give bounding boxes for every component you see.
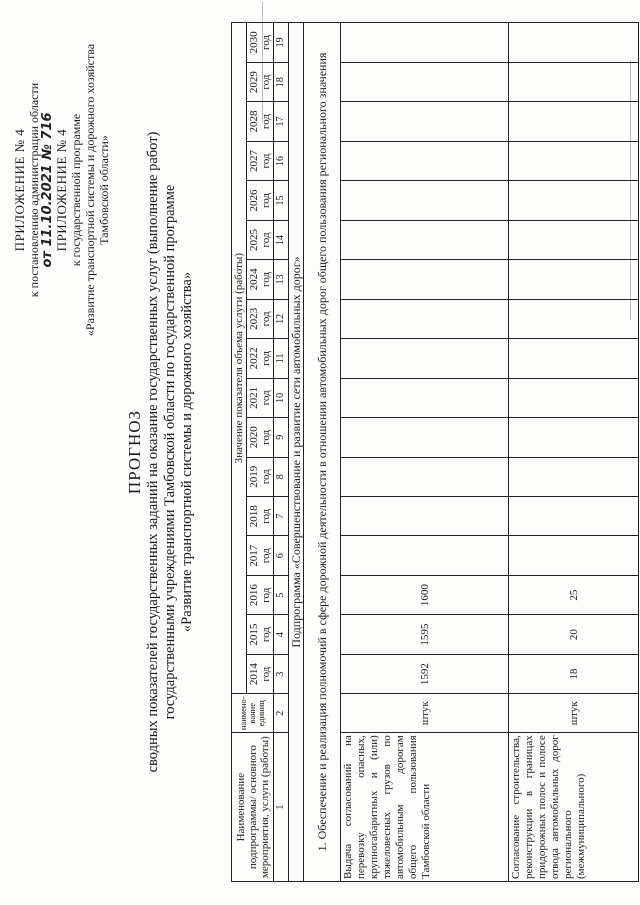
value-cell (341, 220, 509, 259)
value-cell: 1595 (341, 615, 509, 654)
column-number: 6 (274, 536, 289, 575)
year-header: 2020 год (247, 418, 274, 457)
value-cell (509, 102, 639, 141)
column-number: 5 (274, 575, 289, 614)
value-cell (341, 181, 509, 220)
activity-title: 1. Обеспечение и реализация полномочий в сфере дорожной деятельности в отношении автомобильных дорог общего пользования регионального значения (304, 23, 341, 882)
year-header: 2019 год (247, 457, 274, 496)
value-cell (341, 62, 509, 101)
year-header: 2024 год (247, 260, 274, 299)
table-header-row (232, 23, 247, 882)
annex-line: Тамбовской области» (97, 135, 111, 245)
column-number: 19 (274, 23, 289, 63)
annex-title: ПРИЛОЖЕНИЕ № 4 (12, 128, 27, 252)
column-number: 4 (274, 615, 289, 654)
row-name: Выдача согласований на перевозку опасных, крупногабаритных и (или) тяжеловесных грузов по автомобильным дорогам общего пользования Тамбовской области (341, 733, 509, 882)
column-number: 11 (274, 339, 289, 378)
year-header: 2026 год (247, 181, 274, 220)
year-header: 2030 год (247, 23, 274, 63)
value-cell (341, 418, 509, 457)
value-cell (509, 220, 639, 259)
year-header: 2021 год (247, 378, 274, 417)
value-cell (341, 260, 509, 299)
table-number-row (274, 23, 289, 882)
column-number: 16 (274, 141, 289, 180)
value-cell (341, 378, 509, 417)
row-unit: штук (341, 694, 509, 733)
value-cell (341, 102, 509, 141)
annex-title-2: ПРИЛОЖЕНИЕ № 4 (54, 128, 69, 252)
value-cell (509, 536, 639, 575)
year-header: 2016 год (247, 575, 274, 614)
header-values-group: Значение показателя объема услуги (работы) (232, 23, 247, 694)
forecast-table (231, 22, 639, 882)
header-name: Наименование подпрограммы/ основного мероприятия, услуги (работы) (232, 733, 274, 882)
value-cell (509, 181, 639, 220)
value-cell (341, 23, 509, 63)
year-header: 2027 год (247, 141, 274, 180)
column-number: 1 (274, 733, 289, 882)
year-header: 2014 год (247, 654, 274, 693)
year-header: 2023 год (247, 299, 274, 338)
column-number: 18 (274, 62, 289, 101)
document-subtitle: «Развитие транспортной системы и дорожного хозяйства» (179, 271, 195, 633)
value-cell (509, 299, 639, 338)
column-number: 13 (274, 260, 289, 299)
document-title-block (125, 22, 196, 882)
annex-line: «Развитие транспортной системы и дорожного хозяйства (83, 43, 97, 337)
header-unit: наимено-вание единиц (232, 694, 274, 733)
rotated-page (5, 2, 635, 902)
year-header: 2015 год (247, 615, 274, 654)
value-cell (509, 418, 639, 457)
year-header: 2025 год (247, 220, 274, 259)
column-number: 9 (274, 418, 289, 457)
table-row (509, 23, 639, 882)
column-number: 3 (274, 654, 289, 693)
column-number: 14 (274, 220, 289, 259)
value-cell (509, 457, 639, 496)
annex-block (13, 10, 111, 370)
row-unit: штук (509, 694, 639, 733)
value-cell: 1600 (341, 575, 509, 614)
year-header: 2029 год (247, 62, 274, 101)
handwritten-date-number: от 11.10.2021 № 716 (40, 112, 55, 268)
value-cell (341, 299, 509, 338)
value-cell: 25 (509, 575, 639, 614)
document-subtitle: государственными учреждениями Тамбовской области по государственной программе (162, 184, 178, 720)
annex-line: к постановлению администрации области (27, 82, 41, 298)
value-cell (509, 23, 639, 63)
column-number: 17 (274, 102, 289, 141)
value-cell: 20 (509, 615, 639, 654)
subprogram-row (289, 23, 304, 882)
value-cell (509, 339, 639, 378)
column-number: 2 (274, 694, 289, 733)
value-cell (509, 62, 639, 101)
value-cell (509, 378, 639, 417)
value-cell: 18 (509, 654, 639, 693)
value-cell: 1592 (341, 654, 509, 693)
column-number: 15 (274, 181, 289, 220)
document-title: ПРОГНОЗ (125, 409, 144, 495)
annex-line: к государственной программе (69, 113, 83, 267)
column-number: 8 (274, 457, 289, 496)
year-header: 2018 год (247, 497, 274, 536)
value-cell (341, 497, 509, 536)
year-header: 2017 год (247, 536, 274, 575)
column-number: 7 (274, 497, 289, 536)
column-number: 12 (274, 299, 289, 338)
value-cell (341, 457, 509, 496)
column-number: 10 (274, 378, 289, 417)
activity-row (304, 23, 341, 882)
year-header: 2022 год (247, 339, 274, 378)
subprogram-title: Подпрограмма «Совершенствование и развитие сети автомобильных дорог» (289, 23, 304, 882)
value-cell (341, 536, 509, 575)
value-cell (509, 260, 639, 299)
document-subtitle: сводных показателей государственных заданий на оказание государственных услуг (выполнение работ) (145, 131, 161, 773)
row-name: Согласование строительства, реконструкции в границах придорожных полос и полосе отвода автомобильных дорог регионального (межмуниципального) (509, 733, 639, 882)
value-cell (509, 497, 639, 536)
value-cell (341, 339, 509, 378)
year-header: 2028 год (247, 102, 274, 141)
value-cell (341, 141, 509, 180)
table-row (341, 23, 509, 882)
value-cell (509, 141, 639, 180)
